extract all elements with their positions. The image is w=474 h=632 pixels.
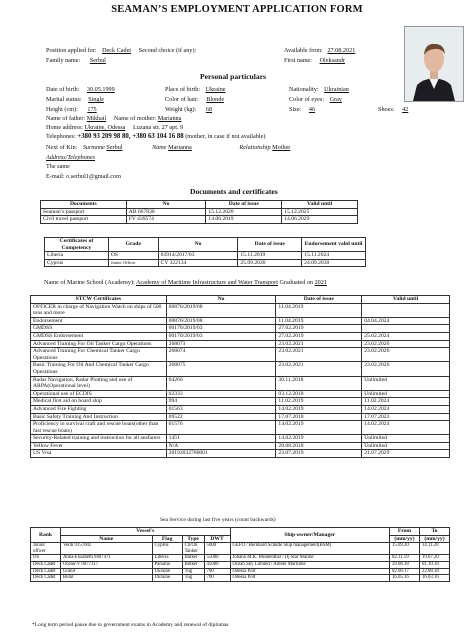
eyes-label: Color of eyes: bbox=[289, 96, 325, 103]
weight-label: Weight (kg): bbox=[165, 106, 197, 113]
cell: Basic Safety Training And Instruction bbox=[31, 413, 167, 421]
cell: Bulker bbox=[182, 555, 204, 562]
cell: 16.05.16 bbox=[389, 575, 419, 582]
col-stcw: STCW Certificates bbox=[31, 296, 167, 304]
cell: N/A bbox=[166, 442, 276, 450]
col-valid-until: Valid until bbox=[282, 201, 358, 209]
kin-surname-value: Serbul bbox=[106, 144, 123, 151]
address-value: Ukraine, Odessa bbox=[84, 124, 126, 131]
cell: Cyprus bbox=[152, 543, 182, 555]
table-row bbox=[31, 442, 450, 450]
height-value: 175 bbox=[87, 106, 97, 113]
cell: Bulker bbox=[182, 561, 204, 568]
eyes-value: Gray bbox=[329, 96, 342, 103]
cell: Security-Related training and instruction for all seafarers bbox=[31, 435, 167, 443]
cell: 09522 bbox=[166, 413, 276, 421]
cell: Liberia bbox=[45, 252, 109, 260]
kin-relationship-value: Mother bbox=[272, 144, 291, 151]
cell: 268075 bbox=[166, 362, 276, 376]
cell: 14.11.20 bbox=[419, 543, 449, 555]
cell: 01576 bbox=[166, 421, 276, 435]
table-row bbox=[31, 543, 450, 555]
address-line2: Luzana str. 27 apt. 9 bbox=[132, 124, 184, 131]
position-label: Position applied for: bbox=[46, 47, 97, 54]
cell: GMDSS bbox=[31, 325, 167, 333]
kin-name-label: Name bbox=[152, 144, 167, 151]
kin-surname-label: Surname bbox=[82, 144, 105, 151]
table-row bbox=[31, 568, 450, 575]
col-to-format: (mm/yy) bbox=[419, 535, 449, 543]
coc-table bbox=[44, 237, 366, 267]
table-row bbox=[31, 575, 450, 582]
cell bbox=[362, 303, 450, 317]
cell: Anna-Elisabeth 9407471 bbox=[60, 555, 152, 562]
email-value: o.serbul1@gmail.com bbox=[66, 173, 121, 180]
col-name: Name bbox=[60, 535, 152, 543]
cell: 11.02.2019 bbox=[276, 398, 362, 406]
table-row bbox=[31, 340, 450, 348]
cell: Tug bbox=[182, 568, 204, 575]
height-label: Height (cm): bbox=[46, 106, 78, 113]
table-row bbox=[31, 332, 450, 340]
cell: 14.02.2024 bbox=[362, 421, 450, 435]
cell: OS bbox=[31, 555, 61, 562]
table-row bbox=[31, 413, 450, 421]
cell: Yellow Fever bbox=[31, 442, 167, 450]
cell: Junior Officer bbox=[108, 259, 158, 267]
cell: 1451 bbox=[166, 435, 276, 443]
cell: Advanced Training For Chemical Tanker Cargo Operations bbox=[31, 348, 167, 362]
cell: Liberia bbox=[152, 555, 182, 562]
cell: 17.07.2023 bbox=[362, 413, 450, 421]
kin-address-label: Address/Telephones bbox=[46, 154, 96, 161]
dob-value: 30.05.1999 bbox=[86, 86, 115, 93]
cell: 03.12.2018 bbox=[276, 390, 362, 398]
cell: 23.02.2021 bbox=[276, 348, 362, 362]
table-row bbox=[31, 421, 450, 435]
table-row bbox=[31, 450, 450, 458]
cell: 27.02.2019 bbox=[276, 332, 362, 340]
col-no: No bbox=[126, 201, 206, 209]
school-value: Academy of Maritime Infrastructure and Water Transport bbox=[135, 279, 278, 286]
cell: 55000 bbox=[204, 555, 230, 562]
table-row bbox=[45, 259, 366, 267]
cell: 03914/2017/03 bbox=[158, 252, 238, 260]
cell: 14.02.2024 bbox=[362, 405, 450, 413]
applicant-photo bbox=[404, 26, 464, 102]
graduated-value: 2021 bbox=[314, 279, 327, 286]
stcw-table bbox=[30, 295, 450, 458]
size-value: 46 bbox=[308, 106, 316, 113]
cell: Odessa Port bbox=[230, 575, 389, 582]
cell: 17.07.2018 bbox=[276, 413, 362, 421]
cell: Ocean Sky Limited / Amber Maritime bbox=[230, 561, 389, 568]
cell: 700 bbox=[204, 575, 230, 582]
cell: Tug bbox=[182, 575, 204, 582]
table-row bbox=[31, 555, 450, 562]
col-no: No bbox=[158, 238, 238, 252]
available-value: 27.08.2021 bbox=[327, 47, 356, 54]
kin-name-value: Marianna bbox=[168, 144, 192, 151]
cell: 00170/2019/03 bbox=[166, 325, 276, 333]
cell: Medical first aid on board ship bbox=[31, 398, 167, 406]
cell: Ukraine bbox=[152, 575, 182, 582]
col-date-issue: Date of issue bbox=[238, 238, 302, 252]
cell: 01563 bbox=[166, 405, 276, 413]
cell: 02.08.17 bbox=[389, 568, 419, 575]
mother-value: Marianna bbox=[157, 115, 182, 122]
cell: 11.04.2019 bbox=[276, 303, 362, 317]
table-row bbox=[31, 348, 450, 362]
dob-label: Date of birth: bbox=[46, 86, 80, 93]
cell: 700 bbox=[204, 568, 230, 575]
cell: Basic Training For Oil And Chemical Tanker Cargo Operations bbox=[31, 362, 167, 376]
col-type: Type bbox=[182, 535, 204, 543]
cell: 25.09.2020 bbox=[238, 259, 302, 267]
cell: Deck Cadet bbox=[31, 561, 61, 568]
cell: Advanced Training For Oil Tanker Cargo Operations bbox=[31, 340, 167, 348]
col-no: No bbox=[166, 296, 276, 304]
cell: 11.04.2019 bbox=[276, 317, 362, 325]
cell: OFFICER in charge of Navigation Watch on ships of 500 tons and more bbox=[31, 303, 167, 317]
sea-service-note: *Long term period pause due to government exams in Academy and renewal of diplomas bbox=[32, 622, 229, 628]
cell: 00170/2019/03 bbox=[166, 332, 276, 340]
cell: 04.04.2024 bbox=[362, 317, 450, 325]
personal-heading: Personal particulars bbox=[200, 72, 267, 81]
cell: Endorsement bbox=[31, 317, 167, 325]
cell: 14.02.2019 bbox=[276, 435, 362, 443]
col-flag: Flag bbox=[152, 535, 182, 543]
cell: Proficiency in survival craft and rescue boats(other than fast rescue boats) bbox=[31, 421, 167, 435]
available-label: Available from: bbox=[284, 47, 323, 54]
pob-label: Place of birth: bbox=[165, 86, 201, 93]
col-date-issue: Date of issue bbox=[206, 201, 282, 209]
col-to: To bbox=[419, 528, 449, 536]
cell: Cyprus bbox=[45, 259, 109, 267]
documents-table bbox=[40, 200, 358, 224]
table-row bbox=[31, 362, 450, 376]
cell: 19.07.20 bbox=[419, 555, 449, 562]
cell: 15.09.20 bbox=[389, 543, 419, 555]
cell: 268073 bbox=[166, 340, 276, 348]
form-title: SEAMAN’S EMPLOYMENT APPLICATION FORM bbox=[111, 4, 363, 15]
cell: 00876/2019/08 bbox=[166, 317, 276, 325]
cell: 30.11.2018 bbox=[276, 376, 362, 390]
cell: Junior officer bbox=[31, 543, 61, 555]
address-label: Home address: bbox=[46, 124, 83, 131]
col-from: From bbox=[389, 528, 419, 536]
size-label: Size: bbox=[289, 106, 302, 113]
cell: Ukraine bbox=[152, 568, 182, 575]
position-value: Deck Cadet bbox=[102, 47, 132, 54]
table-row bbox=[31, 317, 450, 325]
family-name-value: Serbul bbox=[89, 57, 106, 64]
table-row bbox=[31, 398, 450, 406]
cell: 21.07.2029 bbox=[362, 450, 450, 458]
cell: Civil travel passport bbox=[41, 216, 127, 224]
cell: Advanced Fire Fighting bbox=[31, 405, 167, 413]
cell: 28.08.2018 bbox=[276, 442, 362, 450]
shoes-value: 42 bbox=[402, 106, 409, 113]
email-label: E-mail: bbox=[46, 173, 65, 180]
cell: Unlimited bbox=[362, 435, 450, 443]
cell: GMDSS Endorsement bbox=[31, 332, 167, 340]
cell: 268074 bbox=[166, 348, 276, 362]
col-coc: Certificates of Competency bbox=[45, 238, 109, 252]
second-choice-label: Second choice (if any): bbox=[138, 47, 197, 54]
mother-label: Name of mother: bbox=[113, 115, 157, 122]
cell: 24.09.2030 bbox=[302, 259, 366, 267]
cell: 14.02.2019 bbox=[276, 405, 362, 413]
cell: 23.02.2021 bbox=[276, 362, 362, 376]
table-row bbox=[41, 216, 358, 224]
cell: 15.11.2019 bbox=[238, 252, 302, 260]
phones-label: Telephones: bbox=[46, 133, 76, 140]
cell: Ch/Oil Tanker bbox=[182, 543, 204, 555]
col-vessels: Vessel's bbox=[60, 528, 230, 536]
hair-value: Blonde bbox=[206, 96, 225, 103]
marital-label: Marital status: bbox=[46, 96, 82, 103]
portrait-icon bbox=[405, 27, 463, 101]
col-valid-until: Valid until bbox=[362, 296, 450, 304]
nationality-value: Ukrainian bbox=[324, 86, 349, 93]
col-rank: Rank bbox=[31, 528, 61, 543]
cell: 02.11.19 bbox=[389, 555, 419, 562]
kin-relationship-label: Relationship bbox=[239, 144, 271, 151]
cell bbox=[362, 325, 450, 333]
cell: 29.08.18 bbox=[389, 561, 419, 568]
cell: Unlimited bbox=[362, 376, 450, 390]
nationality-label: Nationality: bbox=[289, 86, 319, 93]
cell: 14.06.2019 bbox=[206, 216, 282, 224]
table-row bbox=[31, 405, 450, 413]
graduated-label: Graduated on bbox=[279, 279, 314, 286]
table-row bbox=[31, 561, 450, 568]
first-name-value: Oleksandr bbox=[319, 57, 345, 64]
cell: 11.02.2024 bbox=[362, 398, 450, 406]
kin-address-value: The same bbox=[46, 163, 70, 170]
cell: 23.07.2019 bbox=[276, 450, 362, 458]
col-from-format: (mm/yy) bbox=[389, 535, 419, 543]
cell: 23.02.2026 bbox=[362, 340, 450, 348]
cell: FV 439574 bbox=[126, 216, 206, 224]
cell: 04266 bbox=[166, 376, 276, 390]
marital-value: Single bbox=[88, 96, 104, 103]
cell: 25.02.2024 bbox=[362, 332, 450, 340]
cell: Johann M.K. Blumenthal / Dj Star Marine bbox=[230, 555, 389, 562]
cell: 27.02.2019 bbox=[276, 325, 362, 333]
table-row bbox=[41, 208, 358, 216]
sea-service-table bbox=[30, 527, 450, 582]
family-name-label: Family name: bbox=[46, 57, 81, 64]
col-endorsement: Endorsement valid until bbox=[302, 238, 366, 252]
hair-label: Color of hair: bbox=[165, 96, 199, 103]
cell: Deck Cadet bbox=[31, 568, 61, 575]
cell: 15.12.2020 bbox=[206, 208, 282, 216]
col-date-issue: Date of issue bbox=[276, 296, 362, 304]
cell: Operational use of ECDIS bbox=[31, 390, 167, 398]
cell: 45000 bbox=[204, 561, 230, 568]
cell: 00876/2019/08 bbox=[166, 303, 276, 317]
cell: Unlimited bbox=[362, 442, 450, 450]
col-owner: Ship-owner/Manager bbox=[230, 528, 389, 543]
cell: 994 bbox=[166, 398, 276, 406]
phones-note: (mother, in case if not available) bbox=[185, 133, 266, 140]
cell: Bulat bbox=[60, 575, 152, 582]
cell: OS bbox=[108, 252, 158, 260]
pob-value: Ukraine bbox=[205, 86, 226, 93]
table-row bbox=[31, 390, 450, 398]
cell: CY 322134 bbox=[158, 259, 238, 267]
cell: Deck Cadet bbox=[31, 575, 61, 582]
table-row bbox=[31, 325, 450, 333]
weight-value: 68 bbox=[205, 106, 213, 113]
cell: Unlimited bbox=[362, 390, 450, 398]
col-documents: Documents bbox=[41, 201, 127, 209]
cell: 23.02.2021 bbox=[276, 340, 362, 348]
cell: AB 667838 bbox=[126, 208, 206, 216]
cell: 23.02.2026 bbox=[362, 362, 450, 376]
father-value: Mikhail bbox=[86, 115, 107, 122]
cell: 23.02.2026 bbox=[362, 348, 450, 362]
cell: Seaman’s passport bbox=[41, 208, 127, 216]
cell: 02333 bbox=[166, 390, 276, 398]
cell: 20192032780001 bbox=[166, 450, 276, 458]
cell: Verdi 9157002 bbox=[60, 543, 152, 555]
phones-value: +380 93 209 98 80, +380 63 104 16 88 bbox=[77, 133, 184, 140]
table-row bbox=[31, 303, 450, 317]
documents-heading: Documents and certificates bbox=[190, 187, 278, 196]
table-row bbox=[45, 252, 366, 260]
table-row bbox=[31, 435, 450, 443]
cell: 5000 bbox=[204, 543, 230, 555]
sea-service-heading: Sea Service during last five years (count backwards) bbox=[160, 517, 276, 523]
cell: 15.11.2024 bbox=[302, 252, 366, 260]
cell: GEFO / Bernhard Schulte Ship management(BSM) bbox=[230, 543, 389, 555]
cell: Odessa Port bbox=[230, 568, 389, 575]
kin-label: Next of Kin: bbox=[46, 144, 78, 151]
table-row bbox=[31, 376, 450, 390]
cell: 01.10.18 bbox=[419, 561, 449, 568]
col-grade: Grade bbox=[108, 238, 158, 252]
cell: 14.06.2029 bbox=[282, 216, 358, 224]
cell: 22.08.18 bbox=[419, 568, 449, 575]
col-dwt: DWT bbox=[204, 535, 230, 543]
first-name-label: First name: bbox=[284, 57, 313, 64]
cell: Ocean-V 9077317 bbox=[60, 561, 152, 568]
cell: 15.12.2025 bbox=[282, 208, 358, 216]
cell: Granit bbox=[60, 568, 152, 575]
cell: 14.02.2019 bbox=[276, 421, 362, 435]
cell: 16.03.16 bbox=[419, 575, 449, 582]
father-label: Name of father: bbox=[46, 115, 86, 122]
cell: Radar Navigation, Radar Plotting and use of ARPA(Operational level) bbox=[31, 376, 167, 390]
shoes-label: Shoes: bbox=[378, 106, 395, 113]
school-label: Name of Marine School (Academy): bbox=[44, 279, 135, 286]
cell: Panama bbox=[152, 561, 182, 568]
cell: US Visa bbox=[31, 450, 167, 458]
